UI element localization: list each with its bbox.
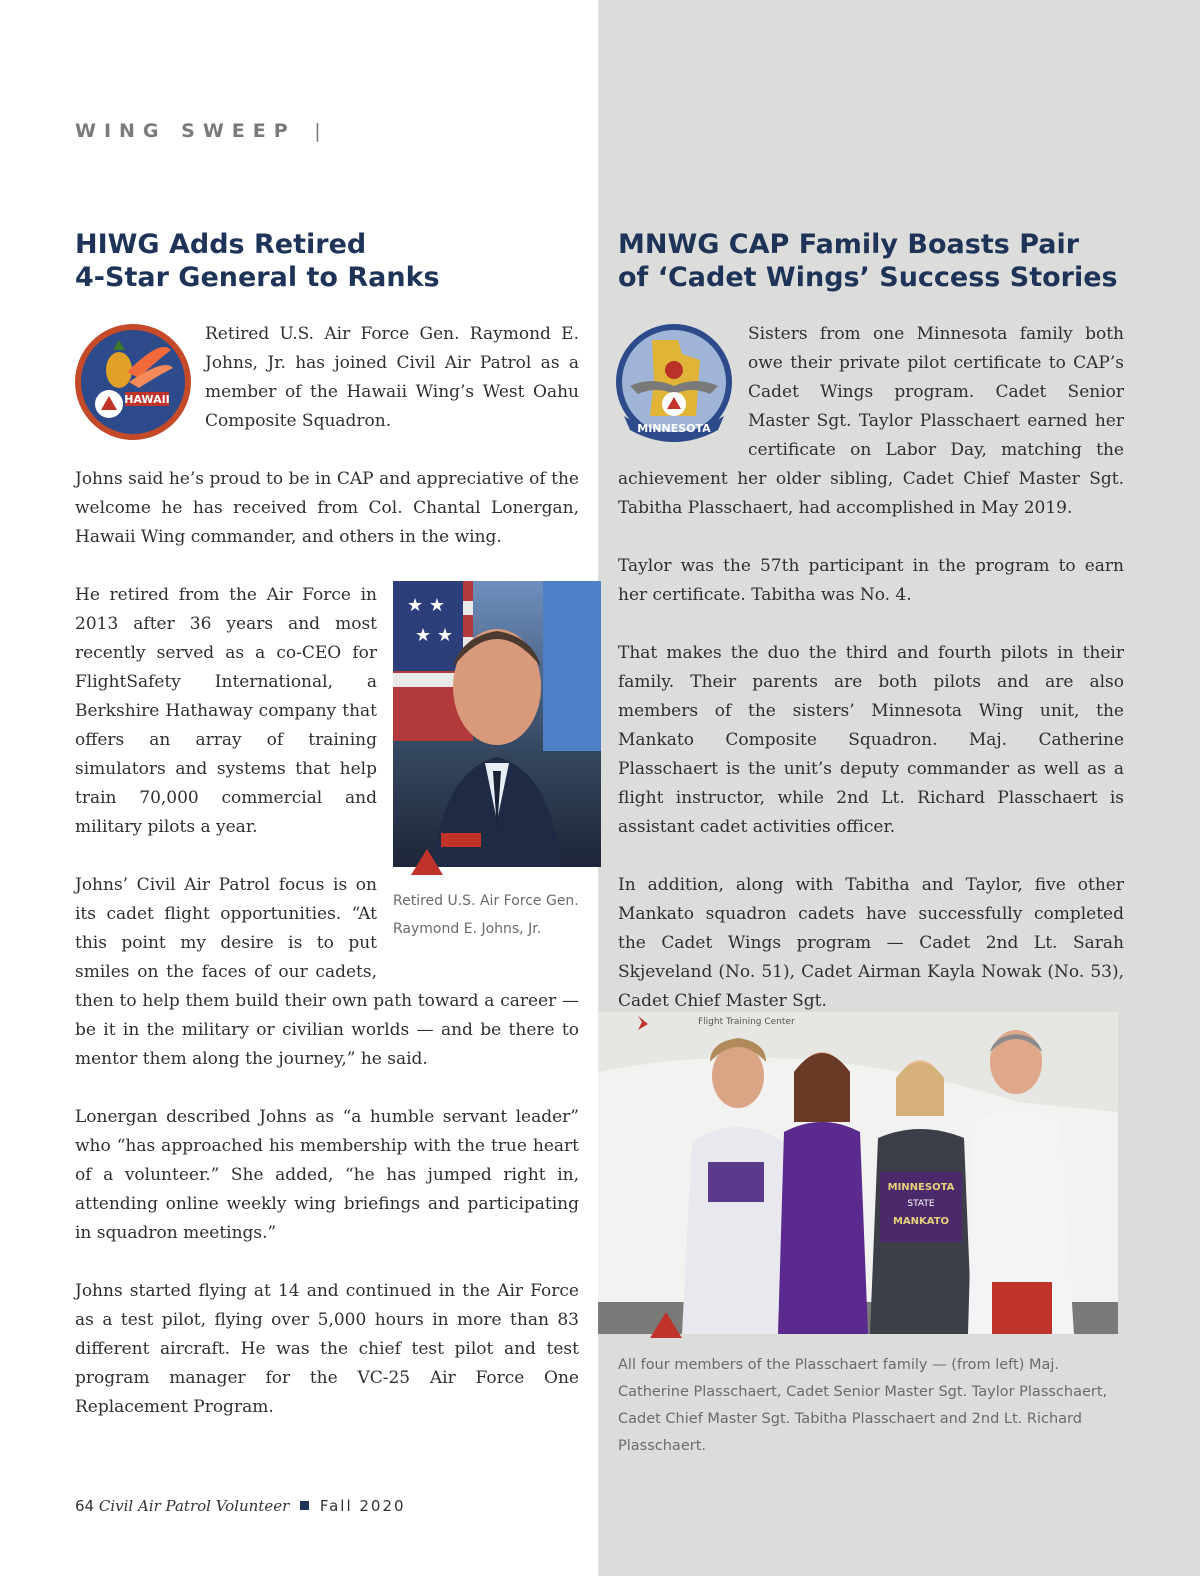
family-photo-caption: All four members of the Plasschaert family — (from left) Maj. Catherine Plasschaert, Cadet Senior Master Sgt. Taylor Plasschaert, Cadet Chief Master Sgt. Tabitha Plasschaert and 2nd Lt. Richard Plasschaert. [618,1357,1108,1454]
right-headline [618,228,1178,294]
right-article-body [618,320,1124,1045]
right-headline-line2: of ‘Cadet Wings’ Success Stories [618,262,1118,293]
publication-name: Civil Air Patrol Volunteer [98,1497,290,1515]
left-headline-line1: HIWG Adds Retired [75,229,367,260]
right-paragraph: Taylor was the 57th participant in the program to earn her certificate. Tabitha was No. 4. [618,556,1124,605]
right-paragraph: Sisters from one Minnesota family both owe their private pilot certificate to CAP’s Cadet Wings program. Cadet Senior Master Sgt. Taylor Plasschaert earned her certificate on Labor Day, matching the achievement her older sibling, Cadet Chief Master Sgt. Tabitha Plasschaert, had accomplished in May 2019. [618,324,1124,518]
right-paragraph: That makes the duo the third and fourth pilots in their family. Their parents are both pilots and are also members of the sisters’ Minnesota Wing unit, the Mankato Composite Squadron. Maj. Catherine Plasschaert is the unit’s deputy commander as well as a flight instructor, while 2nd Lt. Richard Plasschaert is assistant cadet activities officer. [618,643,1124,837]
left-paragraph: Johns started flying at 14 and continued in the Air Force as a test pilot, flying over 5,000 hours in more than 83 different aircraft. He was the chief test pilot and test program manager for the VC-25 Air Force One Replacement Program. [75,1281,579,1417]
photo-pointer-triangle [650,1312,682,1338]
issue-label: Fall 2020 [319,1497,406,1515]
left-paragraph: Retired U.S. Air Force Gen. Raymond E. Johns, Jr. has joined Civil Air Patrol as a member of the Hawaii Wing’s West Oahu Composite Squadron. [205,324,579,431]
left-paragraph: Lonergan described Johns as “a humble servant leader” who “has approached his membership with the true heart of a volunteer.” She added, “he has jumped right in, attending online weekly wing briefings and participating in squadron meetings.” [75,1107,579,1243]
footer-square-icon [300,1501,309,1510]
photo-sign-text: Flight Training Center [698,1017,795,1027]
johns-portrait-photo [393,581,601,867]
johns-photo-caption: Retired U.S. Air Force Gen. Raymond E. Johns, Jr. [393,893,579,937]
left-article-body [75,320,579,1451]
hawaii-wing-badge [69,320,197,448]
right-headline-line1: MNWG CAP Family Boasts Pair [618,229,1080,260]
right-paragraph: In addition, along with Tabitha and Taylor, five other Mankato squadron cadets have successfully completed the Cadet Wings program — Cadet 2nd Lt. Sarah Skjeveland (No. 51), Cadet Airman Kayla Nowak (No. 53), Cadet Chief Master Sgt. [618,875,1124,1011]
plasschaert-family-photo [598,1012,1118,1334]
section-title: WING SWEEP [75,120,296,142]
page-number: 64 [75,1497,95,1515]
photo-pointer-triangle [411,849,443,875]
shirt-text-1: MINNESOTA [887,1182,955,1193]
page-footer [75,1497,406,1515]
left-paragraph: Johns said he’s proud to be in CAP and appreciative of the welcome he has received from Col. Chantal Lonergan, Hawaii Wing commander, and others in the wing. [75,469,579,547]
left-headline-line2: 4-Star General to Ranks [75,262,440,293]
svg-text:★ ★: ★ ★ [407,595,445,616]
minnesota-wing-badge [612,320,740,448]
johns-photo-figure [393,581,601,965]
section-label [75,120,321,142]
left-paragraph: Johns’ Civil Air Patrol focus is on its cadet flight opportunities. “At this point my desire is to put smiles on the faces of our cadets, then to help them build their own path toward a career — be it in the military or civilian worlds — and be there to mentor them along the journey,” he said. [75,875,579,1069]
shirt-text-2: STATE [907,1199,935,1209]
left-paragraph: He retired from the Air Force in 2013 after 36 years and most recently served as a co-CEO for FlightSafety International, a Berkshire Hathaway company that offers an array of training simulators and systems that help train 70,000 commercial and military pilots a year. [75,585,377,837]
section-divider: | [314,120,321,142]
svg-text:★ ★: ★ ★ [415,625,453,646]
hawaii-badge-text: HAWAII [124,393,170,406]
left-headline [75,228,595,294]
shirt-text-3: MANKATO [892,1216,950,1227]
minnesota-badge-text: MINNESOTA [637,422,711,435]
